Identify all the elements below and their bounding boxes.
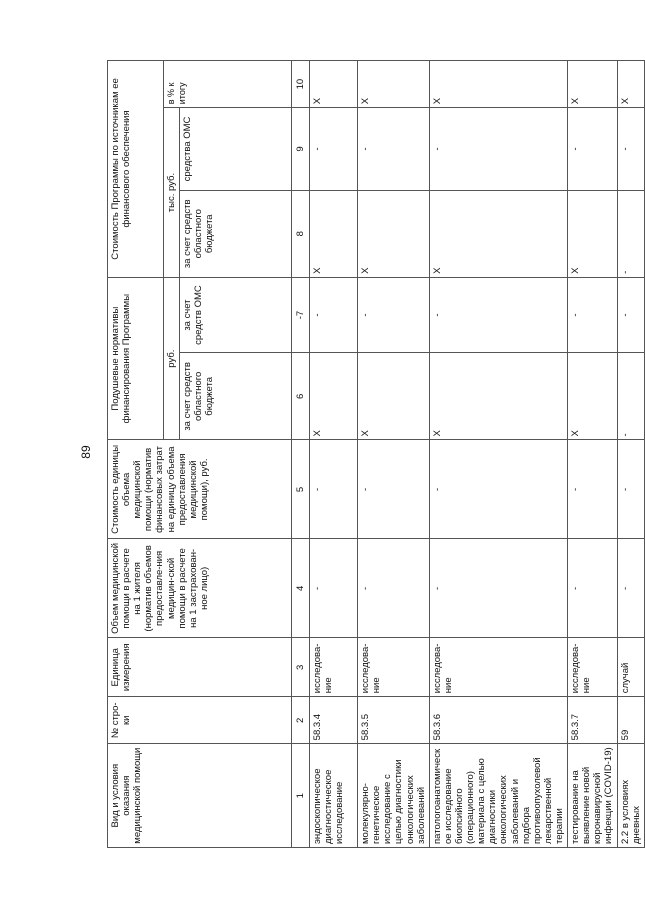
cell-percent: Х [617,61,644,108]
cell-cost-oms: - [429,108,567,190]
table-row [358,61,430,848]
cell-type: 2.2 в условиях дневных [617,744,644,848]
cell-unit: исследова-ние [358,638,430,697]
column-number: 1 [292,744,310,848]
header-per-capita-regional: за счет средств областного бюджета [180,353,292,440]
cell-type: патологоанатомическое исследование биопсийного (операционного) материала с целью диагностики онкологических заболеваний и подбора противоопухолевой лекарственной терапии [429,744,567,848]
cell-per-capita-regional: - [617,353,644,440]
cell-row-number: 58.3.5 [358,697,430,744]
cell-cost-oms: - [358,108,430,190]
header-cost-regional: за счет средств областного бюджета [180,190,292,277]
header-program-cost-unit: тыс. руб. [164,108,180,278]
header-per-capita-unit: руб. [164,277,180,440]
cell-volume: - [429,539,567,638]
column-numbers-row [292,61,310,848]
program-cost-table [107,60,645,848]
cell-cost-oms: - [568,108,617,190]
page-number: 89 [79,445,93,459]
rotated-table-container [107,60,642,848]
cell-unit-cost: - [617,440,644,539]
cell-volume: - [568,539,617,638]
header-type-conditions: Вид и условия оказания медицинской помощи [108,744,292,848]
cell-per-capita-oms: - [310,277,358,352]
column-number: 6 [292,353,310,440]
column-number: 8 [292,190,310,277]
cell-percent: Х [568,61,617,108]
table-row [617,61,644,848]
cell-volume: - [617,539,644,638]
table-row [429,61,567,848]
cell-cost-regional: Х [429,190,567,277]
header-unit: Единица измерения [108,638,292,697]
header-percent-total: в % к итогу [164,61,292,108]
header-cost-oms: средства ОМС [180,108,292,190]
header-per-capita-norms: Подушевые нормативы финансирования Программы [108,277,164,440]
cell-per-capita-oms: - [358,277,430,352]
cell-cost-regional: Х [310,190,358,277]
cell-type: тестирование на выявление новой коронавирусной инфекции (COVID-19) [568,744,617,848]
column-number: 5 [292,440,310,539]
cell-volume: - [310,539,358,638]
table-row [568,61,617,848]
cell-row-number: 58.3.4 [310,697,358,744]
cell-per-capita-regional: Х [310,353,358,440]
cell-percent: Х [429,61,567,108]
header-program-cost: Стоимость Программы по источникам ее финансового обеспечения [108,61,164,278]
cell-row-number: 58.3.7 [568,697,617,744]
cell-unit-cost: - [310,440,358,539]
column-number: 4 [292,539,310,638]
header-unit-cost: Стоимость единицы объема медицинской помощи (норматив финансовых затрат на единицу объема предоставления медицинской помощи), руб. [108,440,292,539]
cell-volume: - [358,539,430,638]
cell-unit: исследова-ние [568,638,617,697]
cell-cost-regional: - [617,190,644,277]
column-number: 10 [292,61,310,108]
cell-cost-oms: - [617,108,644,190]
cell-cost-regional: Х [568,190,617,277]
table-row [310,61,358,848]
cell-unit-cost: - [358,440,430,539]
cell-per-capita-regional: Х [429,353,567,440]
column-number: -7 [292,277,310,352]
cell-unit: случай [617,638,644,697]
cell-unit: исследова-ние [310,638,358,697]
cell-unit-cost: - [429,440,567,539]
column-number: 3 [292,638,310,697]
cell-per-capita-oms: - [617,277,644,352]
cell-type: эндоскопическое диагностическое исследование [310,744,358,848]
cell-percent: Х [358,61,430,108]
header-row-number: № стро-ки [108,697,292,744]
header-volume-norm: Объем медицинской помощи в расчете на 1 жителя (норматив объемов предоставле-ния медицин-ской помощи в расчете на 1 застрахован-ное лицо) [108,539,292,638]
column-number: 9 [292,108,310,190]
cell-row-number: 58.3.6 [429,697,567,744]
cell-unit: исследова-ние [429,638,567,697]
cell-row-number: 59 [617,697,644,744]
column-number: 2 [292,697,310,744]
cell-cost-oms: - [310,108,358,190]
cell-per-capita-regional: Х [358,353,430,440]
cell-unit-cost: - [568,440,617,539]
cell-per-capita-oms: - [429,277,567,352]
cell-percent: Х [310,61,358,108]
cell-per-capita-regional: Х [568,353,617,440]
cell-per-capita-oms: - [568,277,617,352]
cell-cost-regional: Х [358,190,430,277]
cell-type: молекулярно-генетическое исследование с целью диагностики онкологических заболеваний [358,744,430,848]
header-per-capita-oms: за счет средств ОМС [180,277,292,352]
